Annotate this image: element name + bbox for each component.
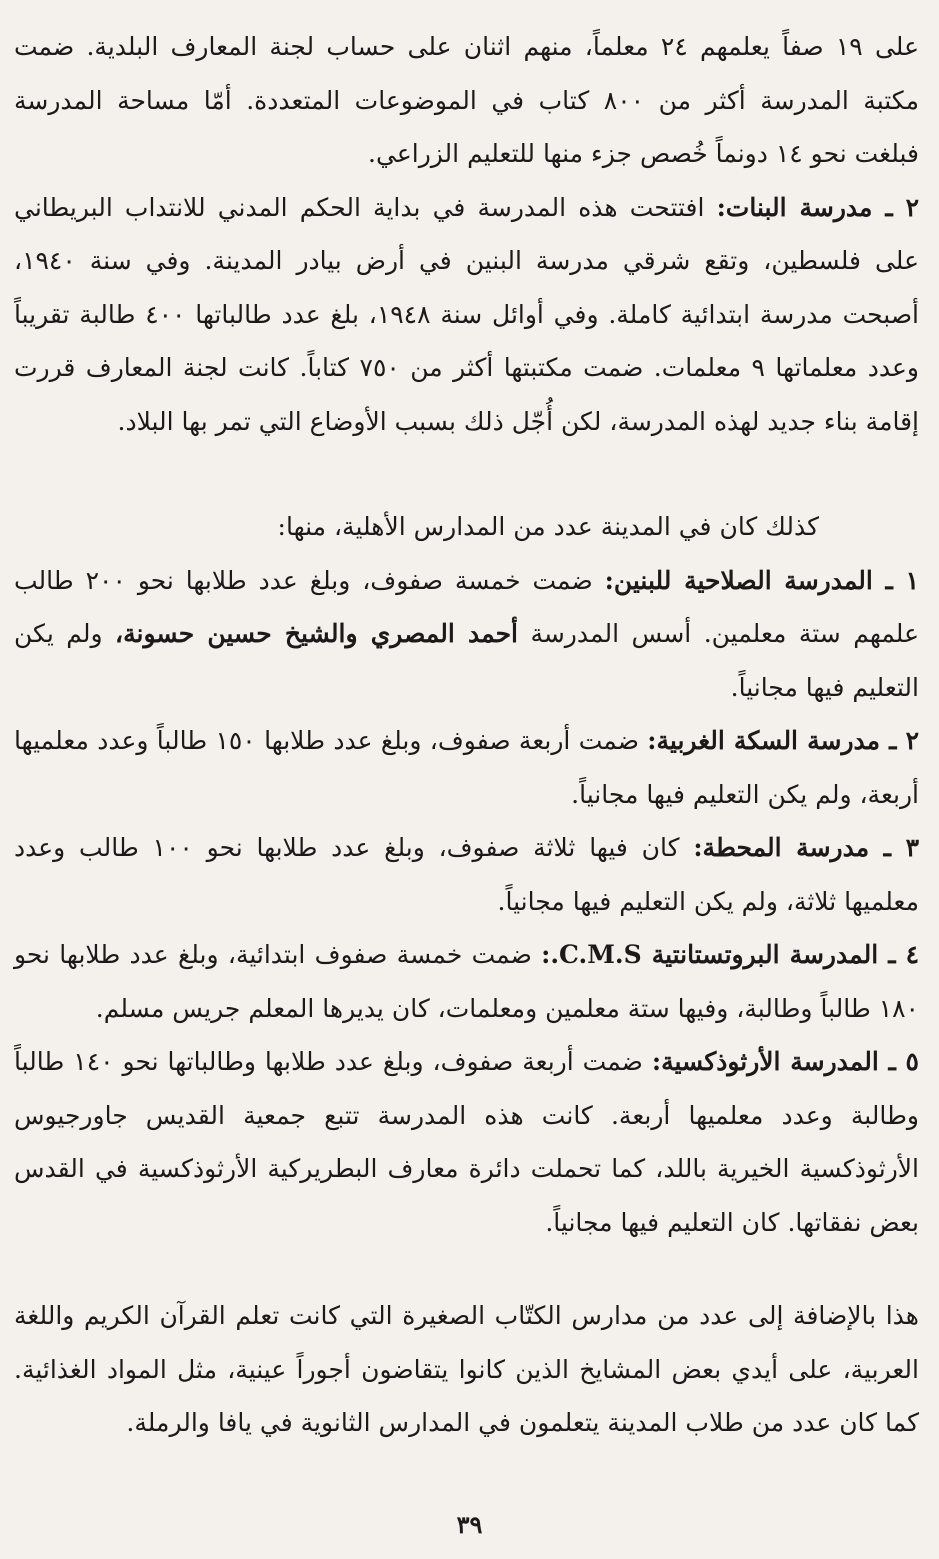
paragraph-gap [14,1249,919,1289]
private-school-1-title: ١ ـ المدرسة الصلاحية للبنين: [604,565,919,595]
private-school-2-text: ضمت أربعة صفوف، وبلغ عدد طلابها ١٥٠ طالباً وعدد معلميها أربعة، ولم يكن التعليم فيها مجانياً. [14,726,919,809]
private-school-3-title: ٣ ـ مدرسة المحطة: [693,833,920,862]
private-school-4-text: ضمت خمسة صفوف ابتدائية، وبلغ عدد طلابها نحو ١٨٠ طالباً وطالبة، وفيها ستة معلمين ومعلمات، كان يديرها المعلم جريس مسلم. [14,940,919,1023]
private-school-1-founders: أحمد المصري والشيخ حسين حسونة، [115,619,518,648]
private-school-4-title: ٤ ـ المدرسة البروتستانتية C.M.S.: [541,940,920,969]
kuttab-paragraph: هذا بالإضافة إلى عدد من مدارس الكتّاب الصغيرة التي كانت تعلم القرآن الكريم واللغة العربية، على أيدي بعض المشايخ الذين كانوا يتقاضون أجوراً عينية، مثل المواد الغذائية. كما كان عدد من طلاب المدينة يتعلمون في المدارس الثانوية في يافا والرملة. [14,1301,919,1437]
private-school-2-title: ٢ ـ مدرسة السكة الغربية: [647,726,920,755]
private-school-5 [14,1035,919,1249]
girls-school-paragraph [14,181,919,449]
private-school-5-title: ٥ ـ المدرسة الأرثوذكسية: [651,1047,919,1076]
page-body [14,20,919,1450]
paragraph-gap [14,448,919,500]
private-school-1-text-a: ضمت خمسة صفوف، وبلغ عدد طلابها نحو ٢٠٠ طالب علمهم ستة معلمين. أسس المدرسة [14,565,920,648]
boys-school-paragraph-continuation [14,20,919,181]
private-school-5-text: ضمت أربعة صفوف، وبلغ عدد طلابها وطالباتها نحو ١٤٠ طالباً وطالبة وعدد معلميها أربعة. كانت هذه المدرسة تتبع جمعية القديس جاورجيوس الأرثوذكسية الخيرية باللد، كما تحملت دائرة معارف البطريركية الأرثوذكسية في القدس بعض نفقاتها. كان التعليم فيها مجانياً. [14,1047,919,1237]
girls-school-text: افتتحت هذه المدرسة في بداية الحكم المدني للانتداب البريطاني على فلسطين، وتقع شرقي مدرسة البنين في أرض بيادر المدينة. وفي سنة ١٩٤٠، أصبحت مدرسة ابتدائية كاملة. وفي أوائل سنة ١٩٤٨، بلغ عدد طالباتها ٤٠٠ طالبة تقريباً وعدد معلماتها ٩ معلمات. ضمت مكتبتها أكثر من ٧٥٠ كتاباً. كانت لجنة المعارف قررت إقامة بناء جديد لهذه المدرسة، لكن أُجّل ذلك بسبب الأوضاع التي تمر بها البلاد. [14,192,919,436]
private-school-3-text: كان فيها ثلاثة صفوف، وبلغ عدد طلابها نحو ١٠٠ طالب وعدد معلميها ثلاثة، ولم يكن التعليم فيها مجانياً. [14,833,919,916]
boys-school-text: على ١٩ صفاً يعلمهم ٢٤ معلماً، منهم اثنان على حساب لجنة المعارف البلدية. ضمت مكتبة المدرسة أكثر من ٨٠٠ كتاب في الموضوعات المتعددة. أمّا مساحة المدرسة فبلغت نحو ١٤ دونماً خُصص جزء منها للتعليم الزراعي. [14,32,920,168]
private-school-1-text-b: ولم يكن التعليم فيها مجانياً. [14,619,919,702]
private-school-4 [14,928,919,1035]
private-school-1 [14,554,919,715]
girls-school-title: ٢ ـ مدرسة البنات: [716,192,919,222]
page-number: ٣٩ [456,1510,483,1539]
private-school-3 [14,821,919,928]
private-schools-intro: كذلك كان في المدينة عدد من المدارس الأهلية، منها: [277,512,819,541]
private-school-2 [14,714,919,821]
